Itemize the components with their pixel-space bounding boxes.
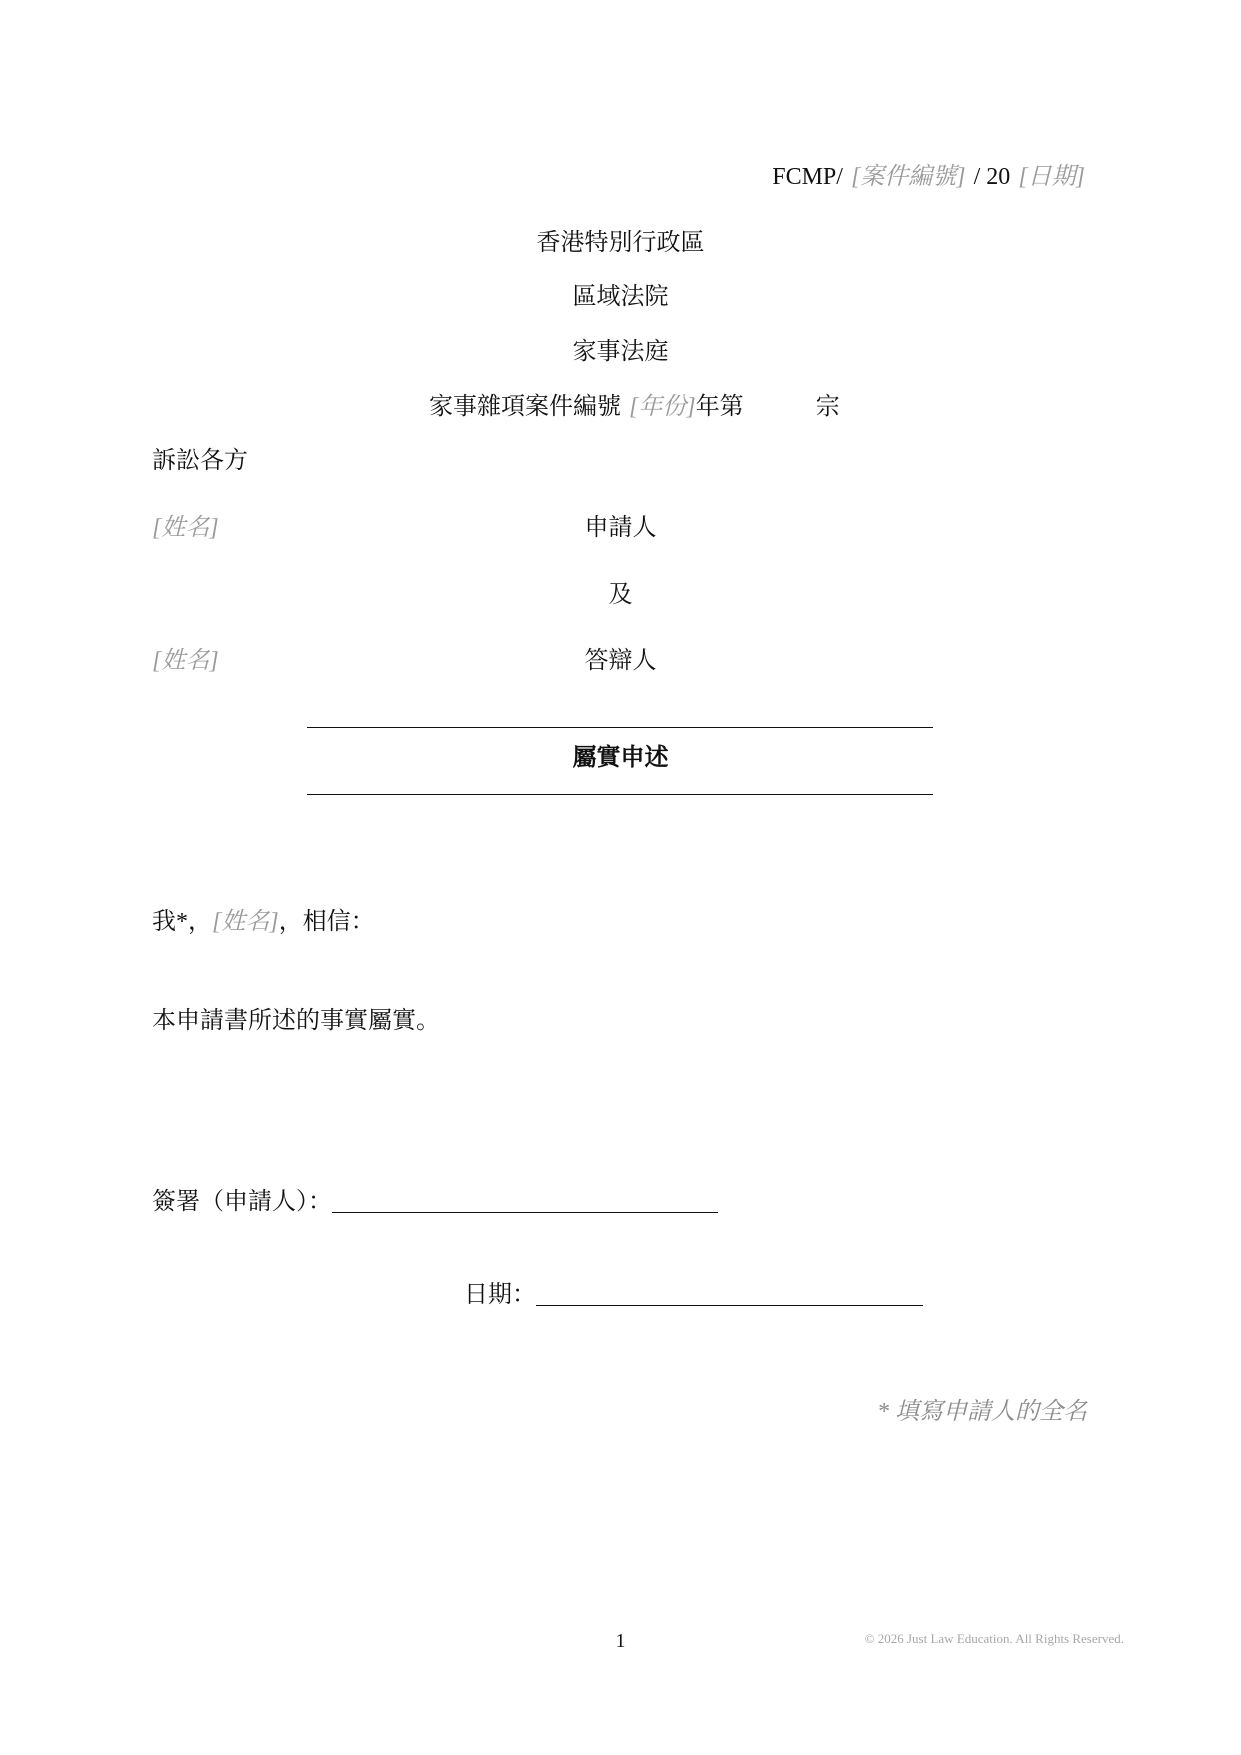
case-line-suffix: 宗 (815, 394, 840, 420)
date-label: 日期： (464, 1282, 536, 1308)
copyright-notice: © 2026 Just Law Education. All Rights Reserved. (864, 1631, 1124, 1646)
statement-suffix: ，相信： (278, 909, 375, 935)
parties-heading: 訴訟各方 (152, 448, 248, 474)
footnote: * 填寫申請人的全名 (877, 1399, 1087, 1425)
page-number: 1 (615, 1630, 626, 1652)
case-number-placeholder: [案件編號] (850, 164, 966, 190)
parties-conjunction: 及 (608, 582, 633, 608)
respondent-role: 答辯人 (584, 648, 657, 674)
title-bottom-rule (307, 794, 933, 795)
date-row (464, 1280, 923, 1310)
title-top-rule (307, 727, 933, 728)
year-placeholder: [年份] (629, 394, 696, 420)
applicant-name-placeholder: [姓名] (152, 515, 219, 541)
court-name: 區域法院 (572, 284, 669, 310)
case-line-mid: 年第 (695, 394, 744, 420)
case-ref-prefix: FCMP/ (772, 164, 843, 190)
respondent-name-placeholder: [姓名] (152, 648, 219, 674)
case-date-placeholder: [日期] (1018, 164, 1085, 190)
statement-prefix: 我*， (152, 909, 212, 935)
case-number-line (429, 392, 840, 422)
signature-line (332, 1188, 718, 1213)
document-title: 屬實申述 (572, 745, 669, 771)
date-line (536, 1281, 923, 1306)
statement-name-placeholder: [姓名] (212, 909, 279, 935)
court-division: 家事法庭 (572, 339, 669, 365)
case-ref-year: / 20 (973, 164, 1011, 190)
case-reference (772, 162, 1085, 192)
applicant-role: 申請人 (584, 515, 657, 541)
case-line-prefix: 家事雜項案件編號 (429, 394, 621, 420)
signature-label: 簽署（申請人）： (152, 1189, 332, 1215)
region-heading: 香港特別行政區 (536, 230, 705, 256)
signature-row (152, 1187, 718, 1217)
statement-line (152, 907, 375, 937)
statement-body: 本申請書所述的事實屬實。 (152, 1008, 440, 1034)
